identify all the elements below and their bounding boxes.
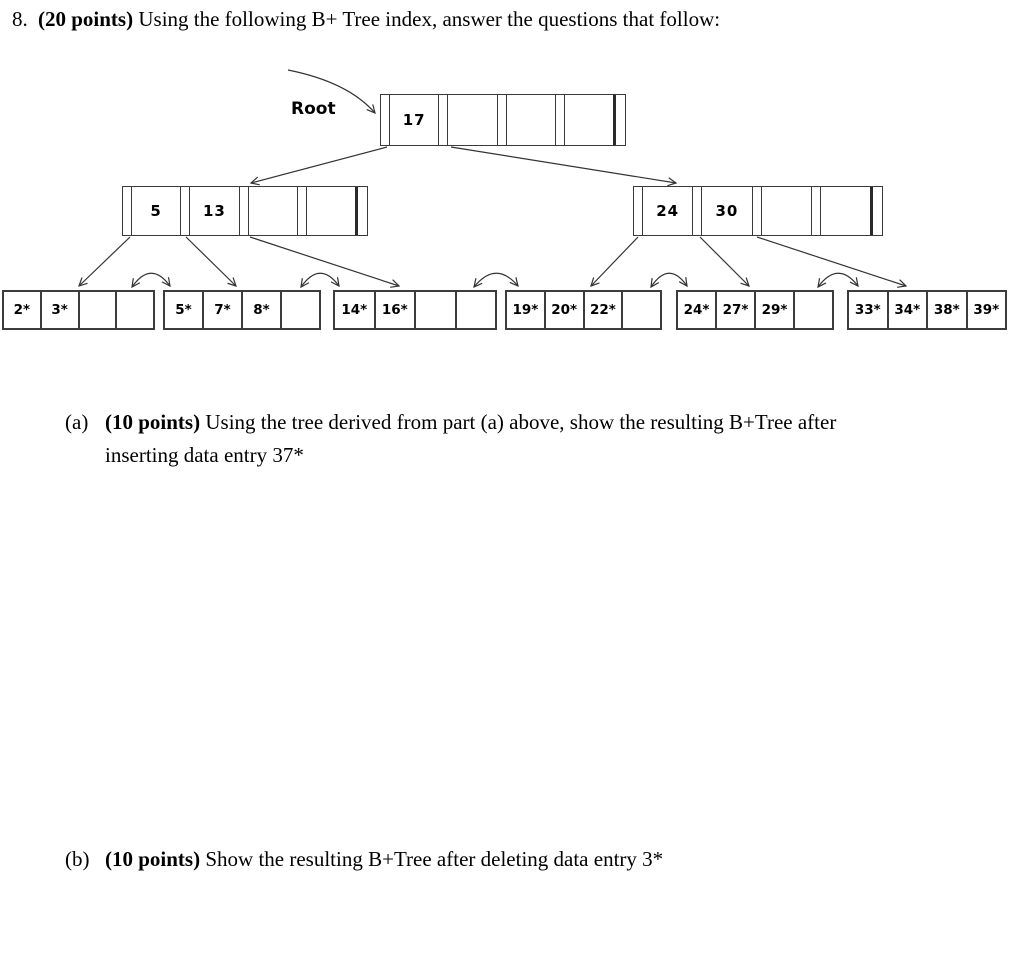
part-b-points: (10 points) [105,847,201,871]
question-part-b [65,843,663,876]
pointer-slot [498,95,507,145]
data-entry-cell: 2* [4,292,42,328]
part-b-label: (b) [65,847,90,871]
sibling-link-leaf2-leaf3 [301,273,339,287]
sibling-link-leaf4-leaf5 [651,273,687,287]
pointer-slot [123,187,132,235]
pointer-slot [556,95,565,145]
data-entry-cell: 19* [507,292,546,328]
part-a-text: (10 points) Using the tree derived from part (a) above, show the resulting B+Tree after inserting data entry 37* [105,410,837,467]
data-entry-cell [623,292,660,328]
data-entry-cell [795,292,832,328]
data-entry-cell: 8* [243,292,282,328]
pointer-slot [181,187,190,235]
data-entry-cell: 16* [376,292,417,328]
leaf-node-3 [333,290,497,330]
leaf-node-2 [163,290,321,330]
arrow-root-to-left-internal [251,147,387,183]
data-entry-cell: 24* [678,292,717,328]
arrow-root-to-right-internal [451,147,676,183]
key-cell: 17 [390,95,439,145]
key-cell [762,187,812,235]
sibling-link-leaf5-leaf6 [818,273,858,287]
data-entry-cell: 22* [585,292,624,328]
data-entry-cell [117,292,153,328]
key-cell: 5 [132,187,181,235]
internal-node-left [122,186,368,236]
pointer-slot [439,95,448,145]
question-header [12,4,720,34]
data-entry-cell [416,292,457,328]
pointer-slot [634,187,643,235]
arrow-right-internal-to-leaf-4 [591,237,638,286]
question-text: Using the following B+ Tree index, answer the questions that follow: [138,7,721,31]
part-a-points: (10 points) [105,410,201,434]
question-number: 8. [12,7,28,31]
pointer-slot [873,187,882,235]
key-cell [249,187,298,235]
data-entry-cell: 3* [42,292,80,328]
key-cell [821,187,873,235]
data-entry-cell: 5* [165,292,204,328]
part-a-label: (a) [65,410,89,434]
key-cell [565,95,616,145]
data-entry-cell: 14* [335,292,376,328]
data-entry-cell: 39* [973,302,1000,318]
leaf-node-1 [2,290,155,330]
leaf-node-5 [676,290,834,330]
part-b-text: (10 points) Show the resulting B+Tree after deleting data entry 3* [105,847,664,871]
key-cell [307,187,358,235]
data-entry-cell: 7* [204,292,243,328]
key-cell: 13 [190,187,239,235]
leaf-node-4 [505,290,662,330]
arrow-right-internal-to-leaf-5 [700,237,749,286]
data-entry-cell [457,292,496,328]
data-entry-cell: 27* [717,292,756,328]
pointer-slot [812,187,821,235]
arrow-right-internal-to-leaf-6 [757,237,906,286]
data-entry-cell [80,292,118,328]
pointer-slot [358,187,367,235]
question-points: (20 points) [38,7,134,31]
key-cell: 24 [643,187,693,235]
leaf-node-6 [847,290,1007,330]
pointer-slot [693,187,702,235]
key-cell [507,95,556,145]
data-entry-cell [282,292,319,328]
key-cell: 30 [702,187,752,235]
data-entry-cell: 29* [756,292,795,328]
data-entry-cell: 33* [849,292,889,328]
arrow-left-internal-to-leaf-3 [250,237,399,286]
sibling-link-leaf1-leaf2 [132,273,170,287]
root-label: Root [291,99,336,119]
pointer-slot [298,187,307,235]
root-node [380,94,626,146]
question-part-a [65,406,836,472]
key-cell [448,95,497,145]
pointer-slot [240,187,249,235]
arrow-left-internal-to-leaf-1 [79,237,130,286]
arrow-left-internal-to-leaf-2 [186,237,236,286]
data-entry-cell: 34* [889,292,929,328]
internal-node-right [633,186,883,236]
sibling-link-leaf3-leaf4 [474,273,518,287]
data-entry-cell: 38* [928,292,968,328]
pointer-slot [753,187,762,235]
pointer-slot [381,95,390,145]
pointer-slot [616,95,625,145]
data-entry-cell: 20* [546,292,585,328]
